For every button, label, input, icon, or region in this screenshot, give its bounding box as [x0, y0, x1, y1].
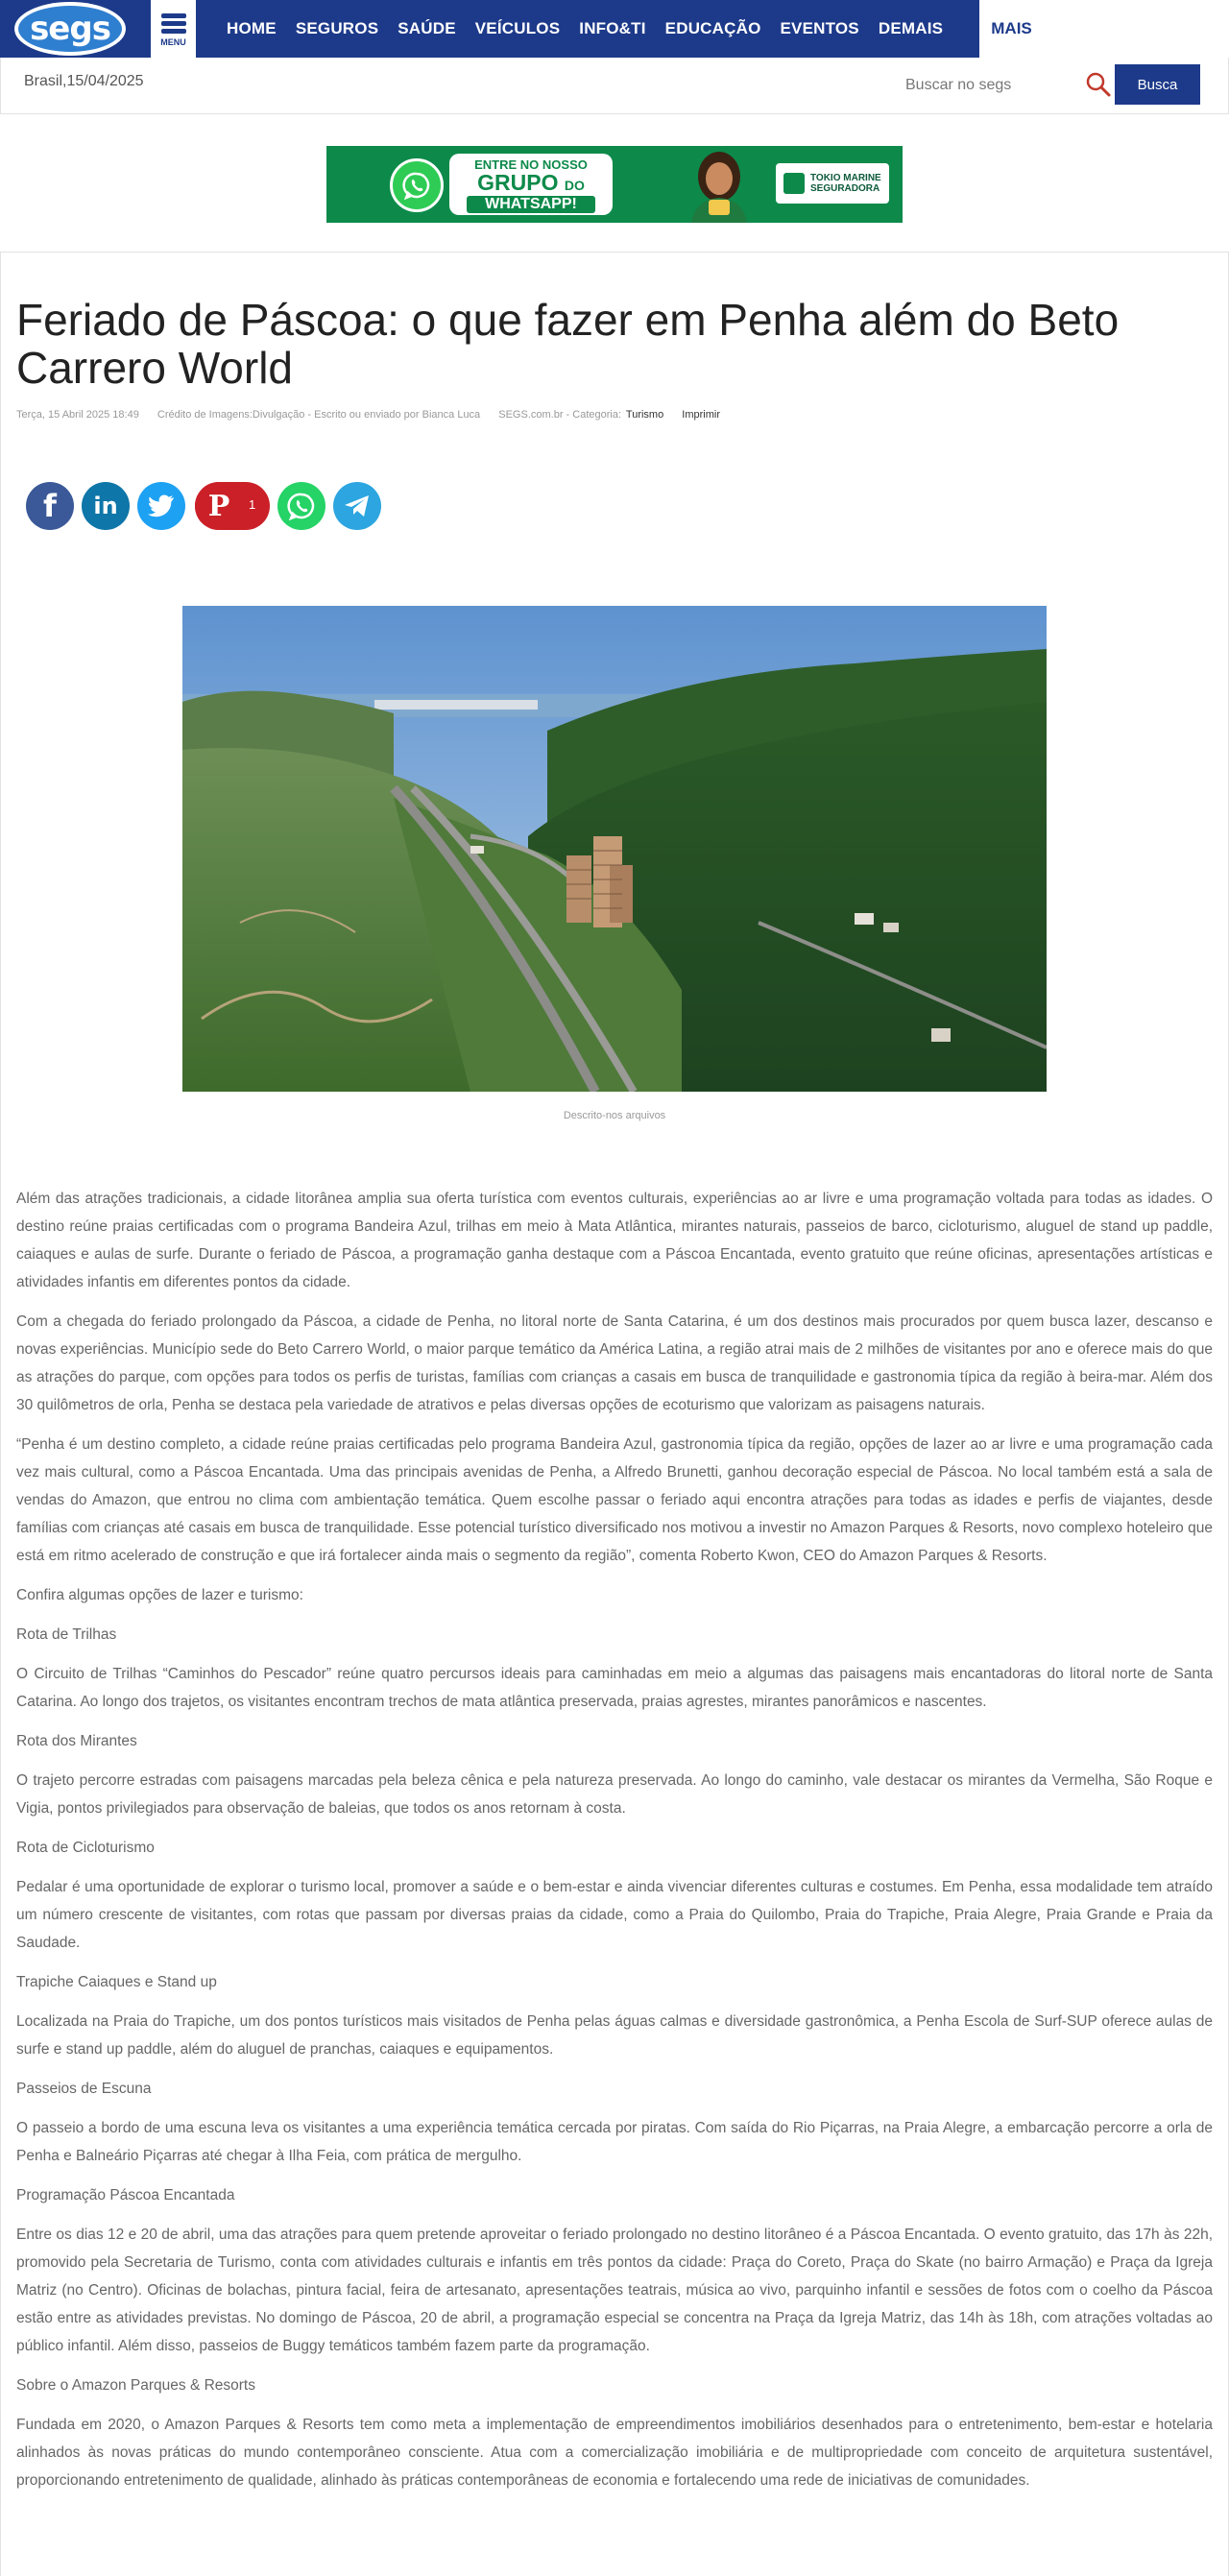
- whatsapp-icon: [390, 158, 444, 212]
- article-meta: [16, 409, 735, 421]
- menu-button[interactable]: [151, 0, 196, 58]
- nav-saude[interactable]: SAÚDE: [398, 19, 456, 37]
- article-source: SEGS.com.br - Categoria:: [498, 409, 622, 421]
- logo-text: segs: [18, 6, 122, 52]
- article-title: Feriado de Páscoa: o que fazer em Penha além do Beto Carrero World: [16, 295, 1120, 393]
- site-logo[interactable]: [12, 0, 129, 58]
- twitter-bird-icon: [148, 494, 175, 518]
- section-heading-mirantes: Rota dos Mirantes: [16, 1733, 137, 1749]
- facebook-share-button[interactable]: [26, 482, 74, 530]
- banner-person-illustration: [682, 148, 757, 223]
- banner-line-1: ENTRE NO NOSSO: [474, 157, 588, 172]
- section-heading-escuna: Passeios de Escuna: [16, 2081, 152, 2097]
- telegram-plane-icon: [344, 494, 371, 518]
- nav-home[interactable]: HOME: [227, 19, 277, 37]
- banner-headline: [449, 154, 613, 215]
- nav-mais[interactable]: MAIS: [979, 0, 1044, 58]
- banner-line-2: [449, 172, 613, 196]
- paragraph-quote: “Penha é um destino completo, a cidade reúne praias certificadas pelo programa Bandeira Azul, gastronomia típica da região, opções de lazer ao ar livre e uma programação cada vez mais cultural, como a Páscoa Encantada. Uma das principais avenidas de Penha, a Alfredo Brunetti, ganhou decoração especial de Páscoa. No local também está a sala de vendas do Amazon, que entrou no clima com ambientação temática. Quem escolhe passar o feriado aqui encontra atrações para todas as idades e perfis de viajantes, desde famílias com crianças até casais em busca de tranquilidade. Esse potencial turístico diversificado nos motivou a investir no Amazon Parques & Resorts, novo complexo hoteleiro que está em ritmo acelerado de construção e que irá fortalecer ainda mais o segmento da região”, comenta Roberto Kwon, CEO do Amazon Parques & Resorts.: [16, 1436, 1213, 1564]
- linkedin-share-button[interactable]: [82, 482, 130, 530]
- nav-demais[interactable]: DEMAIS: [878, 19, 944, 37]
- search-button[interactable]: Busca: [1115, 64, 1200, 105]
- article-category-link[interactable]: Turismo: [625, 409, 664, 421]
- whatsapp-share-button[interactable]: [277, 482, 325, 530]
- linkedin-icon: in: [93, 493, 118, 519]
- image-caption: Descrito-nos arquivos: [563, 1110, 666, 1121]
- aerial-landscape-photo: [182, 606, 1047, 1092]
- whatsapp-share-icon: [287, 492, 316, 520]
- nav-veiculos[interactable]: VEÍCULOS: [474, 19, 561, 37]
- top-navigation: [0, 0, 1229, 58]
- article-body: [16, 1185, 1213, 2506]
- facebook-icon: f: [43, 488, 57, 524]
- paragraph-sobre: Fundada em 2020, o Amazon Parques & Resorts tem como meta a implementação de empreendimentos imobiliários desenhados para o entretenimento, bem-estar e hotelaria alinhados às novas práticas do mundo contemporâneo consciente. Atua com a comercialização imobiliária e de multipropriedade com conceito de arquitetura sustentável, proporcionando entretenimento de qualidade, alinhado às práticas contemporâneas de economia e fortalecendo uma rede de iniciativas de comunidades.: [16, 2417, 1213, 2489]
- paragraph-penha: Com a chegada do feriado prolongado da Páscoa, a cidade de Penha, no litoral norte de Santa Catarina, é um dos destinos mais procurados por quem busca lazer, descanso e novas experiências. Município sede do Beto Carrero World, o maior parque temático da América Latina, a região atrai mais de 2 milhões de visitantes por ano e oferece mais do que as atrações do parque, com opções para todos os perfis de turistas, famílias com crianças a casais em busca de tranquilidade e gastronomia típica da região à beira-mar. Além dos 30 quilômetros de orla, Penha se destaca pela variedade de atrativos e pelas diversas opções de ecoturismo que valorizam as paisagens naturais.: [16, 1313, 1213, 1413]
- nav-eventos[interactable]: EVENTOS: [780, 19, 859, 37]
- nav-info-ti[interactable]: INFO&TI: [579, 19, 646, 37]
- logo-oval: [14, 2, 126, 56]
- search-icon[interactable]: [1084, 70, 1113, 99]
- pinterest-share-button[interactable]: [195, 482, 270, 530]
- tokio-line-1: TOKIO MARINE: [810, 173, 881, 183]
- current-date: Brasil,15/04/2025: [24, 73, 144, 89]
- print-link[interactable]: Imprimir: [682, 409, 720, 421]
- menu-label: MENU: [160, 37, 186, 47]
- article-hero-image: [182, 606, 1047, 1092]
- tokio-marine-mark: [783, 173, 805, 194]
- nav-seguros[interactable]: SEGUROS: [295, 19, 379, 37]
- hamburger-icon: [161, 11, 186, 36]
- section-heading-sobre: Sobre o Amazon Parques & Resorts: [16, 2377, 255, 2394]
- pinterest-count: 1: [249, 497, 256, 512]
- paragraph-mirantes: O trajeto percorre estradas com paisagens marcadas pela beleza cênica e pela natureza preservada. Ao longo do caminho, vale destacar os mirantes da Vermelha, São Roque e Vigia, pontos privilegiados para observação de baleias, que todos os anos retornam à costa.: [16, 1772, 1213, 1817]
- section-heading-cicloturismo: Rota de Cicloturismo: [16, 1840, 155, 1856]
- search-input[interactable]: [904, 67, 1080, 104]
- section-heading-pascoa: Programação Páscoa Encantada: [16, 2187, 235, 2203]
- telegram-share-button[interactable]: [333, 482, 381, 530]
- twitter-share-button[interactable]: [137, 482, 185, 530]
- article-credit: Crédito de Imagens:Divulgação - Escrito ou enviado por Bianca Luca: [157, 409, 481, 421]
- tokio-line-2: SEGURADORA: [810, 183, 880, 194]
- paragraph-confira: Confira algumas opções de lazer e turismo:: [16, 1587, 303, 1603]
- paragraph-escuna: O passeio a bordo de uma escuna leva os visitantes a uma experiência temática cercada por piratas. Com saída do Rio Piçarras, na Praia Alegre, a embarcação percorre a orla de Penha e Balneário Piçarras até chegar à Ilha Feia, com prática de mergulho.: [16, 2120, 1213, 2164]
- tokio-marine-logo: [776, 163, 889, 204]
- date-search-bar: [0, 58, 1229, 114]
- section-heading-trapiche: Trapiche Caiaques e Stand up: [16, 1974, 217, 1990]
- paragraph-intro: Além das atrações tradicionais, a cidade litorânea amplia sua oferta turística com eventos culturais, experiências ao ar livre e uma programação voltada para todas as idades. O destino reúne praias certificadas com o programa Bandeira Azul, trilhas em meio à Mata Atlântica, mirantes naturais, passeios de barco, cicloturismo, aluguel de stand up paddle, caiaques e aulas de surfe. Durante o feriado de Páscoa, a programação ganha destaque com a Páscoa Encantada, evento gratuito que reúne oficinas, apresentações artísticas e atividades infantis em diferentes pontos da cidade.: [16, 1191, 1213, 1290]
- whatsapp-group-banner[interactable]: [326, 146, 903, 223]
- article-date: Terça, 15 Abril 2025 18:49: [16, 409, 139, 421]
- banner-line-2a: GRUPO: [477, 170, 559, 195]
- banner-line-3: WHATSAPP!: [467, 196, 595, 213]
- nav-educacao[interactable]: EDUCAÇÃO: [664, 19, 761, 37]
- section-heading-trilhas: Rota de Trilhas: [16, 1626, 117, 1643]
- paragraph-cicloturismo: Pedalar é uma oportunidade de explorar o turismo local, promover a saúde e o bem-estar e ainda vivenciar diferentes culturas e costumes. Em Penha, essa modalidade tem atraído um número crescente de visitantes, com rotas que passam por diversas praias da cidade, como a Praia do Quilombo, Praia do Trapiche, Praia Alegre, Praia Grande e Praia da Saudade.: [16, 1879, 1213, 1951]
- paragraph-trilhas: O Circuito de Trilhas “Caminhos do Pescador” reúne quatro percursos ideais para caminhadas em meio a algumas das paisagens mais encantadoras do litoral norte de Santa Catarina. Ao longo dos trajetos, os visitantes encontram trechos de mata atlântica preservada, praias agrestes, mirantes panorâmicos e nascentes.: [16, 1666, 1213, 1710]
- banner-line-2b: DO: [564, 178, 585, 193]
- main-nav: [217, 0, 952, 58]
- paragraph-trapiche: Localizada na Praia do Trapiche, um dos pontos turísticos mais visitados de Penha pelas águas calmas e diversidade gastronômica, a Penha Escola de Surf-SUP oferece aulas de surfe e stand up paddle, além do aluguel de pranchas, caiaques e equipamentos.: [16, 2013, 1213, 2058]
- pinterest-icon: P: [195, 482, 243, 530]
- paragraph-pascoa: Entre os dias 12 e 20 de abril, uma das atrações para quem pretende aproveitar o feriado prolongado no destino litorâneo é a Páscoa Encantada. O evento gratuito, das 17h às 22h, promovido pela Secretaria de Turismo, conta com atividades culturais e infantis em três pontos da cidade: Praça do Coreto, Praça do Skate (no bairro Armação) e Praça da Igreja Matriz (no Centro). Oficinas de bolachas, pintura facial, feira de artesanato, apresentações teatrais, música ao vivo, parquinho infantil e sessões de fotos com o coelho da Páscoa estão entre as atividades previstas. No domingo de Páscoa, 20 de abril, a programação especial se concentra na Praça da Igreja Matriz, das 14h às 18h, com atrações voltadas ao público infantil. Além disso, passeios de Buggy temáticos também fazem parte da programação.: [16, 2227, 1213, 2354]
- tokio-marine-text: [810, 173, 881, 194]
